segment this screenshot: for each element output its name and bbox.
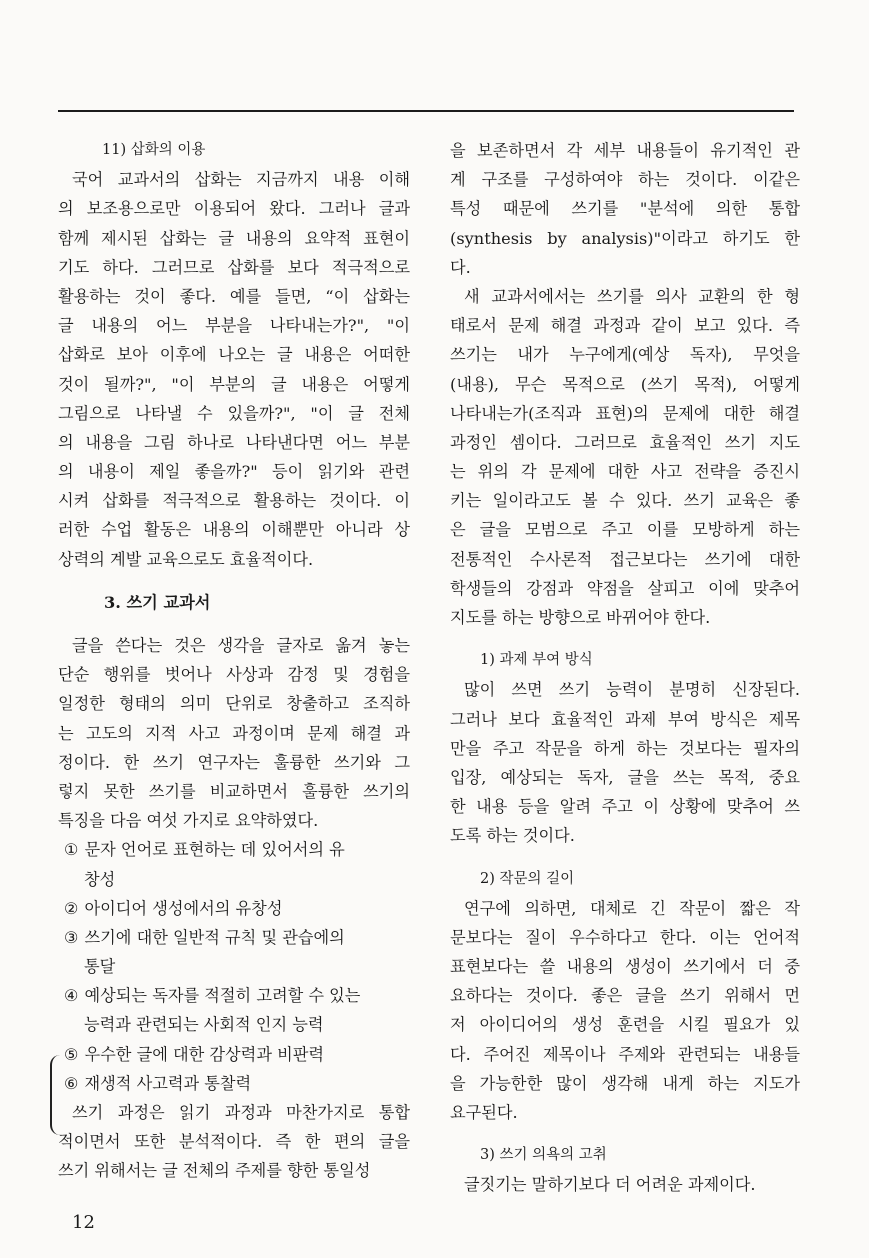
- text-line: 상력의 계발 교육으로도 효율적이다.: [58, 549, 314, 569]
- text-line: 나타내는가(조직과 표현)의 문제에 대한 해결: [450, 403, 800, 423]
- list-text: 예상되는 독자를 적절히 고려할 수 있는: [84, 986, 361, 1006]
- paragraph-illustration: [58, 165, 410, 574]
- text-line: 글짓기는 말하기보다 더 어려운 과제이다.: [464, 1175, 756, 1195]
- text-line: 는 고도의 지적 사고 과정이며 문제 해결 과: [58, 723, 410, 743]
- text-line: 태로서 문제 해결 과정과 같이 보고 있다. 즉: [450, 316, 800, 336]
- list-item: 창성: [84, 869, 116, 889]
- paragraph-task: [450, 675, 800, 850]
- text-line: 을 가능한한 많이 생각해 내게 하는 지도가: [450, 1073, 800, 1093]
- text-line: 요구된다.: [450, 1103, 518, 1122]
- list-text: 재생적 사고력과 통찰력: [84, 1073, 252, 1093]
- text-line: 특성 때문에 쓰기를 "분석에 의한 통합: [450, 199, 800, 219]
- text-line: 기도 하다. 그러므로 삽화를 보다 적극적으로: [58, 257, 410, 277]
- text-line: 쓰기 과정은 읽기 과정과 마찬가지로 통합: [72, 1103, 410, 1122]
- list-number: ②: [64, 898, 79, 918]
- text-line: 정이다. 한 쓰기 연구자는 훌륭한 쓰기와 그: [58, 752, 410, 772]
- heading-task-method: 1) 과제 부여 방식: [480, 652, 593, 669]
- text-line: 그러나 보다 효율적인 과제 부여 방식은 제목: [450, 709, 800, 729]
- text-line: 다. 주어진 제목이나 주제와 관련되는 내용들: [450, 1044, 800, 1064]
- text-line: 삽화로 보아 이후에 나오는 글 내용은 어떠한: [58, 345, 410, 365]
- list-item: [58, 981, 410, 1010]
- paragraph-length: [450, 894, 800, 1128]
- text-line: (synthesis by analysis)"이라고 하기도 한: [450, 228, 800, 248]
- paragraph-motivation: [450, 1170, 800, 1199]
- list-number: ⑤: [64, 1044, 79, 1064]
- text-line: 함께 제시된 삽화는 글 내용의 요약적 표현이: [58, 228, 410, 248]
- text-line: 저 아이디어의 생성 훈련을 시킬 필요가 있: [450, 1015, 800, 1035]
- text-line: 계 구조를 구성하여야 하는 것이다. 이같은: [450, 170, 800, 190]
- list-item: 통달: [84, 957, 116, 977]
- heading-illustration: 11) 삽화의 이용: [102, 142, 206, 158]
- list-item: 능력과 관련되는 사회적 인지 능력: [84, 1015, 324, 1035]
- text-line: 것이 될까?", "이 부분의 글 내용은 어떻게: [58, 374, 410, 394]
- text-line: 지도를 하는 방향으로 바뀌어야 한다.: [450, 608, 711, 627]
- top-rule: [58, 110, 794, 112]
- list-number: ⑥: [64, 1073, 79, 1093]
- list-text: 쓰기에 대한 일반적 규칙 및 관습에의: [84, 927, 345, 947]
- text-line: 의 내용을 그림 하나로 나타낸다면 어느 부분: [58, 432, 410, 452]
- list-item: [58, 923, 410, 952]
- text-line: 단순 행위를 벗어나 사상과 감정 및 경험을: [58, 665, 410, 685]
- text-line: 국어 교과서의 삽화는 지금까지 내용 이해: [72, 170, 410, 190]
- list-number: ③: [64, 927, 79, 947]
- text-line: 글을 쓴다는 것은 생각을 글자로 옮겨 놓는: [72, 636, 410, 655]
- paragraph-after-list: [58, 1098, 410, 1186]
- text-line: 키는 일이라고도 볼 수 있다. 쓰기 교육은 좋: [450, 491, 800, 511]
- text-line: 다.: [450, 257, 471, 277]
- text-line: 는 위의 각 문제에 대한 사고 전략을 증진시: [450, 462, 800, 482]
- text-line: 의 보조용으로만 이용되어 왔다. 그러나 글과: [58, 199, 410, 219]
- list-text: 우수한 글에 대한 감상력과 비판력: [84, 1044, 325, 1064]
- text-line: 시켜 삽화를 적극적으로 활용하는 것이다. 이: [58, 491, 410, 511]
- text-line: 을 보존하면서 각 세부 내용들이 유기적인 관: [450, 141, 800, 160]
- paragraph-new-textbook: [450, 282, 800, 632]
- feature-list: [58, 835, 410, 1098]
- text-line: 표현보다는 쓸 내용의 생성이 쓰기에서 더 중: [450, 957, 800, 977]
- section-title: 3. 쓰기 교과서: [104, 592, 211, 612]
- page-number: 12: [72, 1212, 95, 1233]
- text-line: 새 교과서에서는 쓰기를 의사 교환의 한 형: [464, 286, 800, 306]
- text-line: 렇지 못한 쓰기를 비교하면서 훌륭한 쓰기의: [58, 781, 410, 801]
- right-column: [450, 136, 800, 1200]
- text-line: 요하다는 것이다. 좋은 글을 쓰기 위해서 먼: [450, 986, 800, 1006]
- text-line: 연구에 의하면, 대체로 긴 작문이 짧은 작: [464, 898, 800, 918]
- text-line: 입장, 예상되는 독자, 글을 쓰는 목적, 중요: [450, 767, 800, 787]
- margin-bracket-mark: [50, 1055, 60, 1135]
- text-line: (내용), 무슨 목적으로 (쓰기 목적), 어떻게: [450, 374, 800, 394]
- paragraph-writing: [58, 631, 410, 835]
- text-line: 일정한 형태의 의미 단위로 창출하고 조직하: [58, 694, 410, 714]
- list-item: [58, 1040, 410, 1069]
- list-number: ①: [64, 840, 79, 860]
- text-line: 그림으로 나타낼 수 있을까?", "이 글 전체: [58, 403, 410, 423]
- text-line: 의 내용이 제일 좋을까?" 등이 읽기와 관련: [58, 462, 410, 482]
- text-line: 러한 수업 활동은 내용의 이해뿐만 아니라 상: [58, 520, 410, 540]
- text-line: 쓰기 위해서는 글 전체의 주제를 향한 통일성: [58, 1161, 371, 1181]
- text-line: 적이면서 또한 분석적이다. 즉 한 편의 글을: [58, 1132, 410, 1152]
- text-line: 특징을 다음 여섯 가지로 요약하였다.: [58, 811, 319, 831]
- text-line: 문보다는 질이 우수하다고 한다. 이는 언어적: [450, 927, 800, 947]
- text-line: 도록 하는 것이다.: [450, 826, 575, 846]
- text-line: 한 내용 등을 알려 주고 이 상황에 맞추어 쓰: [450, 797, 800, 817]
- list-item: [58, 1069, 410, 1098]
- list-text: 아이디어 생성에서의 유창성: [84, 898, 283, 918]
- heading-composition-length: 2) 작문의 길이: [480, 870, 575, 887]
- text-line: 은 글을 모범으로 주고 이를 모방하게 하는: [450, 520, 800, 540]
- text-line: 과정인 셈이다. 그러므로 효율적인 쓰기 지도: [450, 432, 800, 452]
- paragraph-continued: [450, 136, 800, 282]
- text-line: 많이 쓰면 쓰기 능력이 분명히 신장된다.: [464, 680, 800, 700]
- list-item: [58, 835, 410, 864]
- text-line: 활용하는 것이 좋다. 예를 들면, “이 삽화는: [58, 286, 410, 306]
- text-line: 학생들의 강점과 약점을 살피고 이에 맞추어: [450, 578, 800, 598]
- left-column: [58, 136, 410, 1186]
- list-item: [58, 894, 410, 923]
- text-line: 글 내용의 어느 부분을 나타내는가?", "이: [58, 316, 410, 336]
- text-line: 만을 주고 작문을 하게 하는 것보다는 필자의: [450, 738, 800, 758]
- list-number: ④: [64, 986, 79, 1006]
- list-text: 문자 언어로 표현하는 데 있어서의 유: [84, 840, 345, 860]
- heading-motivation: 3) 쓰기 의욕의 고취: [480, 1147, 607, 1164]
- text-line: 전통적인 수사론적 접근보다는 쓰기에 대한: [450, 549, 800, 569]
- text-line: 쓰기는 내가 누구에게(예상 독자), 무엇을: [450, 345, 800, 365]
